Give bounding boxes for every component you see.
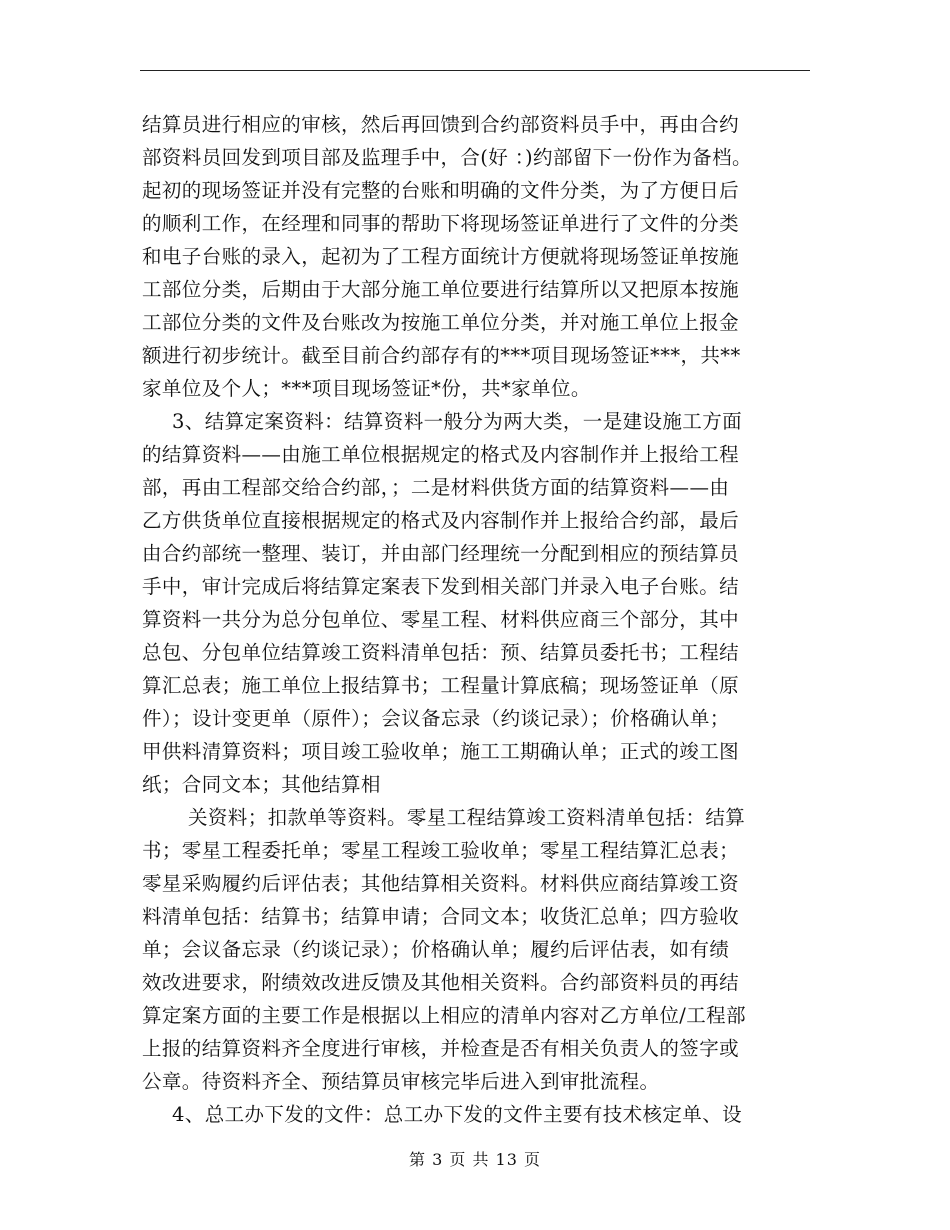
text-line: 3、结算定案资料：结算资料一般分为两大类，一是建设施工方面	[172, 410, 743, 433]
text-line: 公章。待资料齐全、预结算员审核完毕后进入到审批流程。	[142, 1070, 660, 1093]
text-line: 由合约部统一整理、装订，并由部门经理统一分配到相应的预结算员	[142, 542, 740, 565]
text-line: 算汇总表；施工单位上报结算书；工程量计算底稿；现场签证单（原	[142, 674, 740, 697]
header-rule	[140, 70, 810, 71]
text-line: 家单位及个人；***项目现场签证*份，共*家单位。	[142, 377, 591, 400]
text-line: 甲供料清算资料；项目竣工验收单；施工工期确认单；正式的竣工图	[142, 740, 740, 763]
text-line: 的结算资料——由施工单位根据规定的格式及内容制作并上报给工程	[142, 443, 740, 466]
text-line: 书；零星工程委托单；零星工程竣工验收单；零星工程结算汇总表；	[142, 839, 740, 862]
text-line: 手中，审计完成后将结算定案表下发到相关部门并录入电子台账。结	[142, 575, 740, 598]
text-line: 部，再由工程部交给合约部，；二是材料供货方面的结算资料——由	[142, 476, 730, 499]
text-line: 纸；合同文本；其他结算相	[142, 773, 381, 796]
text-line: 4、总工办下发的文件：总工办下发的文件主要有技术核定单、设	[172, 1103, 743, 1126]
text-line: 关资料；扣款单等资料。零星工程结算竣工资料清单包括：结算	[188, 806, 746, 829]
page-footer: 第 3 页 共 13 页	[409, 1150, 541, 1169]
text-line: 算定案方面的主要工作是根据以上相应的清单内容对乙方单位/工程部	[142, 1004, 746, 1027]
document-body	[142, 108, 822, 1131]
text-line: 工部位分类，后期由于大部分施工单位要进行结算所以又把原本按施	[142, 278, 740, 301]
text-line: 结算员进行相应的审核，然后再回馈到合约部资料员手中，再由合约	[142, 113, 740, 136]
text-line: 乙方供货单位直接根据规定的格式及内容制作并上报给合约部，最后	[142, 509, 740, 532]
text-line: 的顺利工作，在经理和同事的帮助下将现场签证单进行了文件的分类	[142, 212, 740, 235]
text-line: 料清单包括：结算书；结算申请；合同文本；收货汇总单；四方验收	[142, 905, 740, 928]
text-line: 额进行初步统计。截至目前合约部存有的***项目现场签证***，共**	[142, 344, 741, 367]
text-line: 上报的结算资料齐全度进行审核，并检查是否有相关负责人的签字或	[142, 1037, 740, 1060]
text-line: 算资料一共分为总分包单位、零星工程、材料供应商三个部分，其中	[142, 608, 740, 631]
text-line: 工部位分类的文件及台账改为按施工单位分类，并对施工单位上报金	[142, 311, 740, 334]
text-line: 效改进要求，附绩效改进反馈及其他相关资料。合约部资料员的再结	[142, 971, 740, 994]
text-line: 单；会议备忘录（约谈记录）；价格确认单；履约后评估表，如有绩	[142, 938, 730, 961]
text-line: 部资料员回发到项目部及监理手中，合(好 ：)约部留下一份作为备档。	[142, 146, 752, 169]
text-line: 和电子台账的录入，起初为了工程方面统计方便就将现场签证单按施	[142, 245, 740, 268]
text-line: 起初的现场签证并没有完整的台账和明确的文件分类，为了方便日后	[142, 179, 740, 202]
text-line: 零星采购履约后评估表；其他结算相关资料。材料供应商结算竣工资	[142, 872, 740, 895]
text-line: 件）；设计变更单（原件）；会议备忘录（约谈记录）；价格确认单；	[142, 707, 730, 730]
text-line: 总包、分包单位结算竣工资料清单包括：预、结算员委托书；工程结	[142, 641, 740, 664]
